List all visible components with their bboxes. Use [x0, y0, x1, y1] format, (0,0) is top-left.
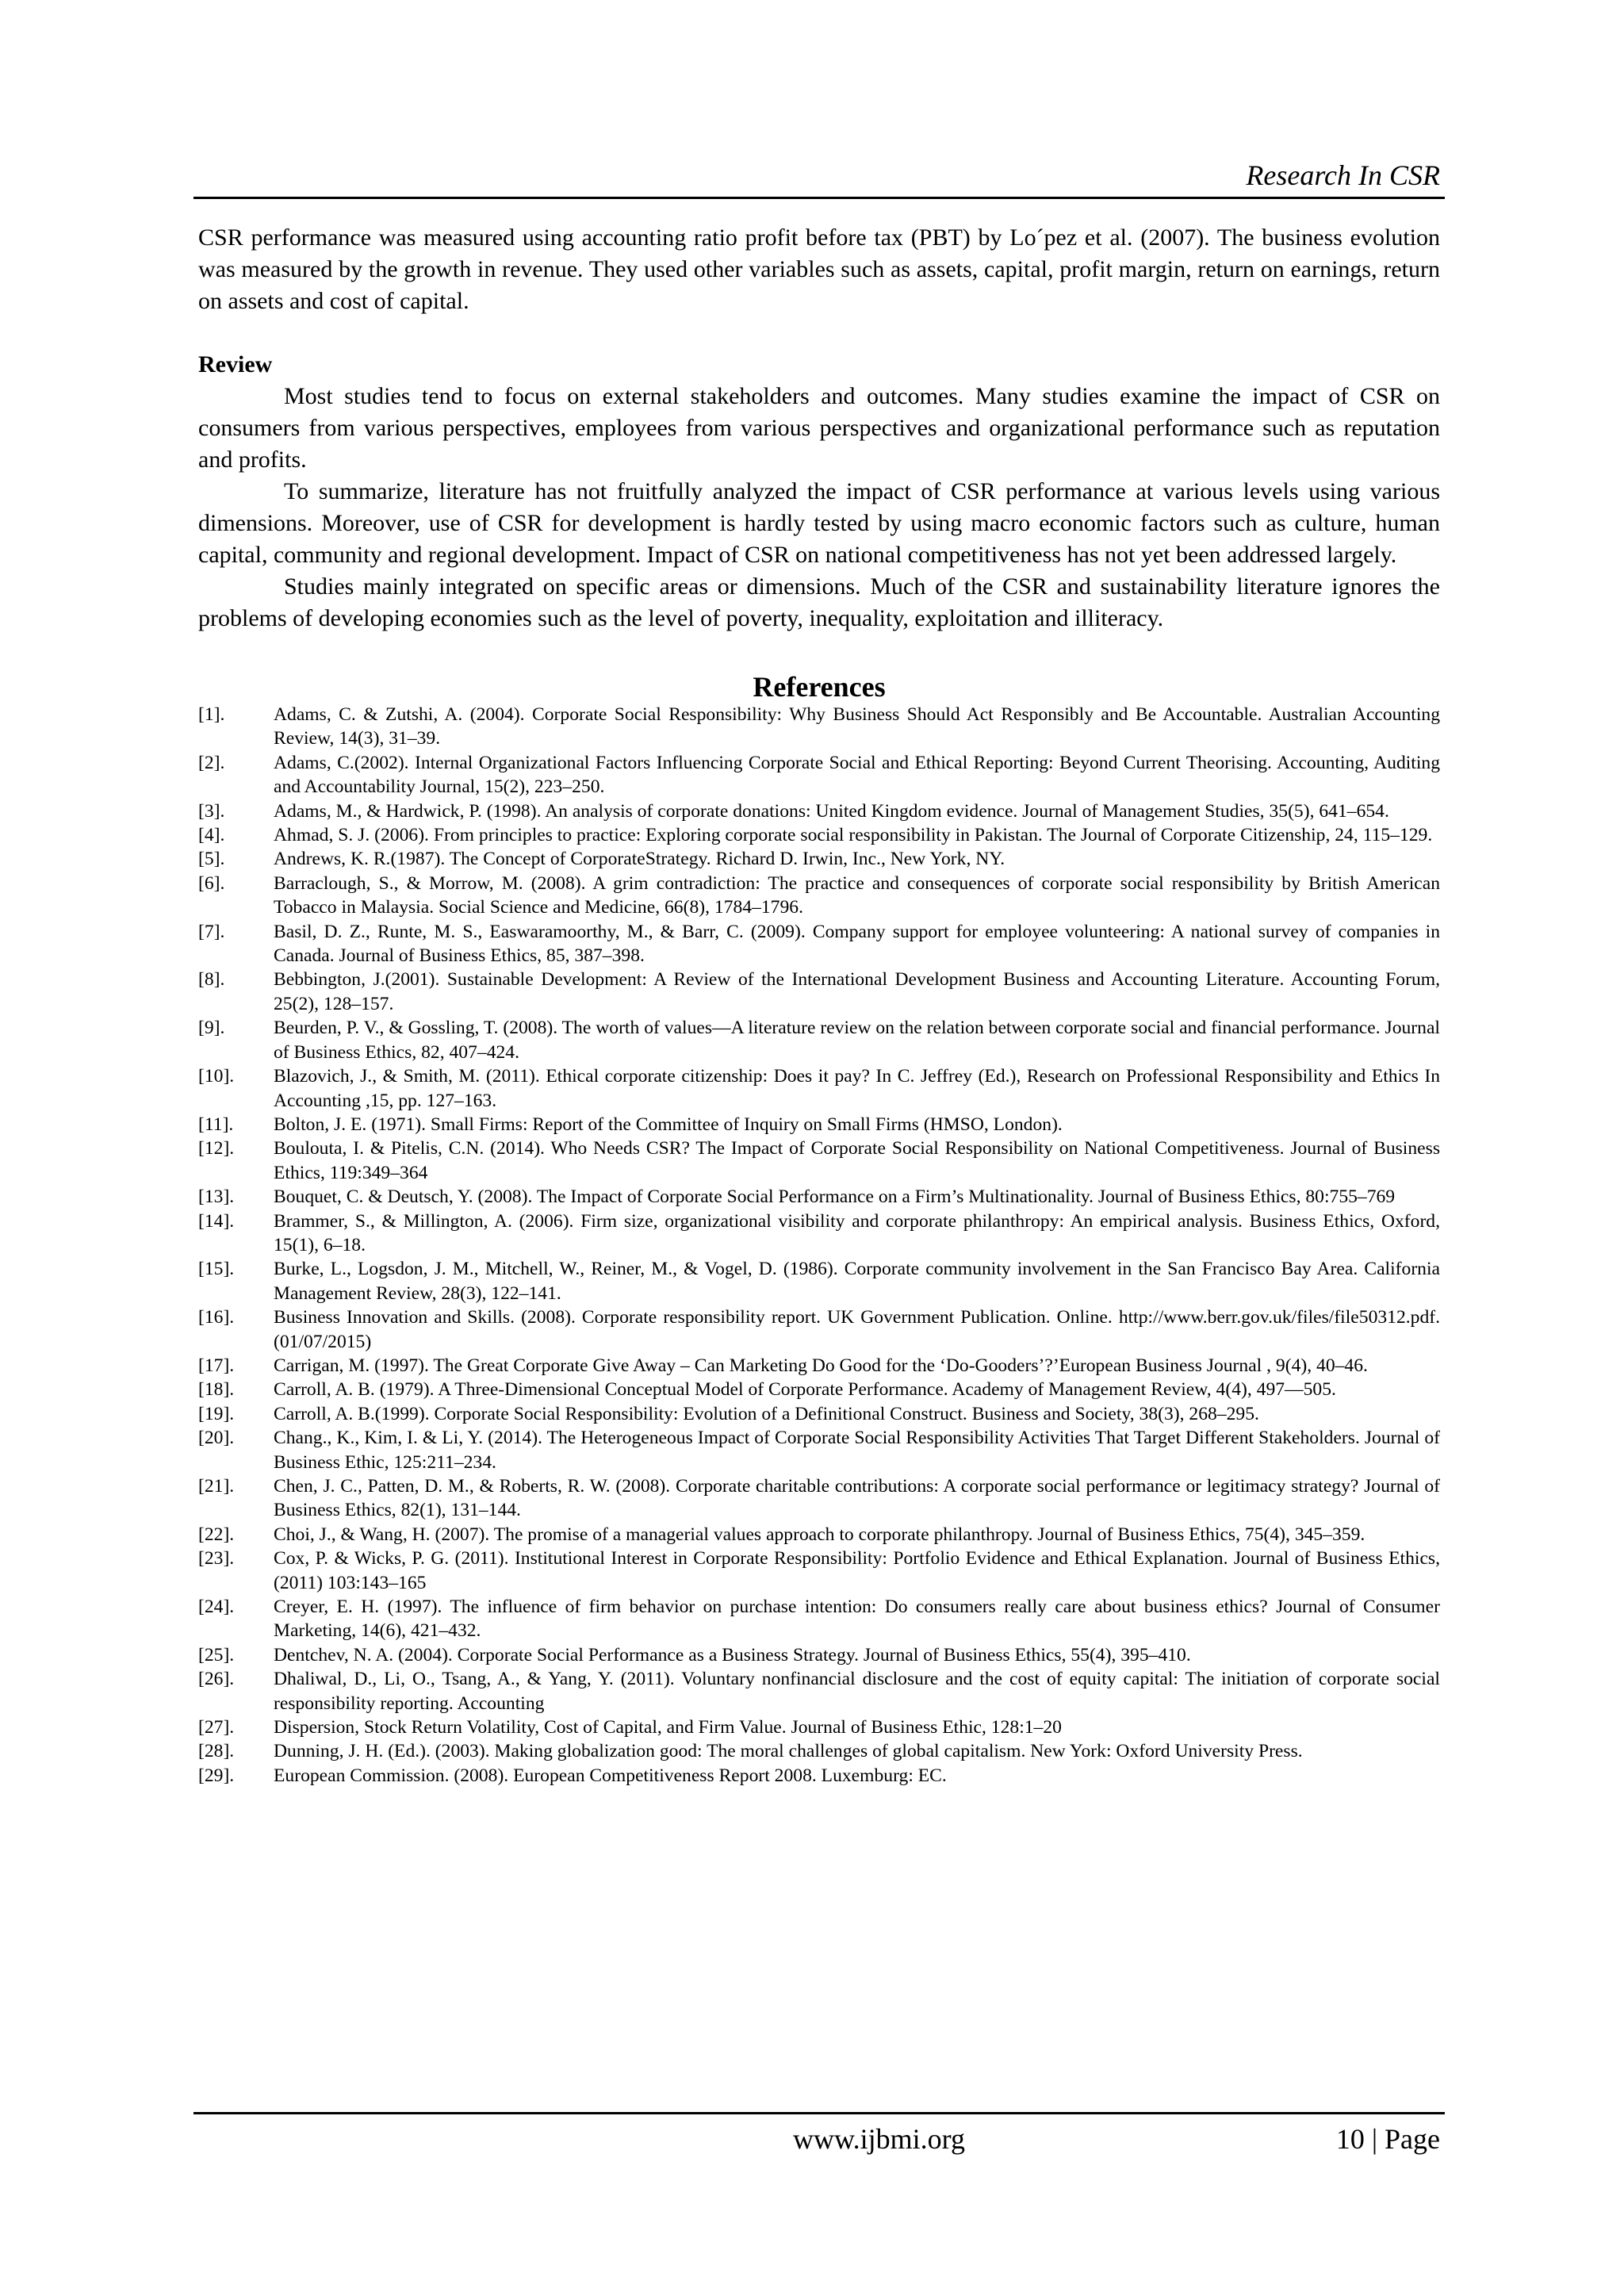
- reference-number: [7].: [198, 921, 225, 942]
- reference-number: [15].: [198, 1259, 235, 1280]
- reference-number: [17].: [198, 1355, 235, 1376]
- reference-item: [198, 1185, 1440, 1209]
- reference-text: Blazovich, J., & Smith, M. (2011). Ethical corporate citizenship: Does it pay? In C. Jeffrey (Ed.), Research on Professional Responsibility and Ethics In Accounting ,15, pp. 127–163.: [274, 1066, 1440, 1111]
- footer-divider: [193, 2112, 1445, 2114]
- reference-number: [19].: [198, 1403, 235, 1424]
- reference-text: Choi, J., & Wang, H. (2007). The promise of a managerial values approach to corporate philanthropy. Journal of Business Ethics, 75(4), 345–359.: [274, 1524, 1365, 1545]
- intro-paragraph: CSR performance was measured using accounting ratio profit before tax (PBT) by Lo´pez et al. (2007). The business evolution was measured by the growth in revenue. They used other variables such as assets, capital, profit margin, return on earnings, return on assets and cost of capital.: [198, 224, 1440, 314]
- reference-number: [21].: [198, 1476, 235, 1497]
- reference-number: [24].: [198, 1596, 235, 1618]
- reference-number: [16].: [198, 1307, 235, 1328]
- reference-text: Dhaliwal, D., Li, O., Tsang, A., & Yang, Y. (2011). Voluntary nonfinancial disclosure and the cost of equity capital: The initiation of corporate social responsibility reporting. Accounting: [274, 1669, 1440, 1714]
- reference-text: Beurden, P. V., & Gossling, T. (2008). The worth of values—A literature review on the relation between corporate social and financial performance. Journal of Business Ethics, 82, 407–424.: [274, 1018, 1440, 1063]
- reference-item: [198, 872, 1440, 920]
- reference-text: Boulouta, I. & Pitelis, C.N. (2014). Who Needs CSR? The Impact of Corporate Social Responsibility on National Competitiveness. Journal of Business Ethics, 119:349–364: [274, 1138, 1440, 1183]
- reference-number: [18].: [198, 1379, 235, 1401]
- header-divider: [193, 197, 1445, 199]
- reference-text: Carrigan, M. (1997). The Great Corporate Give Away – Can Marketing Do Good for the ‘Do-Gooders’?’European Business Journal , 9(4), 40–46.: [274, 1355, 1368, 1376]
- reference-item: [198, 703, 1440, 751]
- reference-text: Dispersion, Stock Return Volatility, Cost of Capital, and Firm Value. Journal of Business Ethic, 128:1–20: [274, 1717, 1062, 1738]
- reference-number: [27].: [198, 1717, 235, 1738]
- reference-item: [198, 799, 1440, 823]
- reference-text: Carroll, A. B. (1979). A Three-Dimensional Conceptual Model of Corporate Performance. Academy of Management Review, 4(4), 497—505.: [274, 1379, 1336, 1401]
- reference-item: [198, 1354, 1440, 1378]
- reference-text: Barraclough, S., & Morrow, M. (2008). A grim contradiction: The practice and consequences of corporate social responsibility by British American Tobacco in Malaysia. Social Science and Medicine, 66(8), 1784–1796.: [274, 872, 1440, 918]
- review-heading: Review: [198, 351, 273, 378]
- reference-item: [198, 847, 1440, 871]
- review-paragraph: Most studies tend to focus on external stakeholders and outcomes. Many studies examine the impact of CSR on consumers from various perspectives, employees from various perspectives and organizational performance such as reputation and profits.: [198, 383, 1440, 473]
- reference-item: [198, 1016, 1440, 1064]
- reference-number: [26].: [198, 1669, 235, 1690]
- reference-item: [198, 1137, 1440, 1185]
- reference-item: [198, 920, 1440, 968]
- reference-text: Creyer, E. H. (1997). The influence of firm behavior on purchase intention: Do consumers really care about business ethics? Journal of Consumer Marketing, 14(6), 421–432.: [274, 1596, 1440, 1642]
- reference-number: [14].: [198, 1210, 235, 1232]
- reference-text: Bebbington, J.(2001). Sustainable Development: A Review of the International Development Business and Accounting Literature. Accounting Forum, 25(2), 128–157.: [274, 969, 1440, 1014]
- reference-list: [198, 703, 1440, 1788]
- page-content: [198, 222, 1440, 1788]
- reference-item: [198, 1426, 1440, 1474]
- reference-text: Basil, D. Z., Runte, M. S., Easwaramoorthy, M., & Barr, C. (2009). Company support for employee volunteering: A national survey of companies in Canada. Journal of Business Ethics, 85, 387–398.: [274, 921, 1440, 967]
- reference-number: [4].: [198, 825, 225, 846]
- reference-item: [198, 968, 1440, 1016]
- reference-item: [198, 1739, 1440, 1763]
- reference-number: [13].: [198, 1186, 235, 1208]
- reference-number: [29].: [198, 1765, 235, 1786]
- review-paragraph: To summarize, literature has not fruitfully analyzed the impact of CSR performance at various levels using various dimensions. Moreover, use of CSR for development is hardly tested by using macro economic factors such as culture, human capital, community and regional development. Impact of CSR on national competitiveness has not yet been addressed largely.: [198, 478, 1440, 568]
- reference-text: Burke, L., Logsdon, J. M., Mitchell, W., Reiner, M., & Vogel, D. (1986). Corporate community involvement in the San Francisco Bay Area. California Management Review, 28(3), 122–141.: [274, 1259, 1440, 1304]
- reference-number: [23].: [198, 1548, 235, 1570]
- reference-text: Chen, J. C., Patten, D. M., & Roberts, R. W. (2008). Corporate charitable contributions: A corporate social performance or legitimacy strategy? Journal of Business Ethics, 82(1), 131–144.: [274, 1476, 1440, 1521]
- reference-text: Dentchev, N. A. (2004). Corporate Social Performance as a Business Strategy. Journal of Business Ethics, 55(4), 395–410.: [274, 1644, 1191, 1665]
- reference-number: [6].: [198, 872, 225, 894]
- reference-text: Adams, C.(2002). Internal Organizational Factors Influencing Corporate Social and Ethical Reporting: Beyond Current Theorising. Accounting, Auditing and Accountability Journal, 15(2), 223–250.: [274, 752, 1440, 798]
- reference-number: [3].: [198, 800, 225, 822]
- reference-text: European Commission. (2008). European Competitiveness Report 2008. Luxemburg: EC.: [274, 1765, 947, 1786]
- reference-item: [198, 1643, 1440, 1667]
- reference-number: [11].: [198, 1114, 234, 1135]
- reference-item: [198, 1378, 1440, 1401]
- reference-item: [198, 1764, 1440, 1788]
- reference-item: [198, 1064, 1440, 1113]
- reference-number: [20].: [198, 1428, 235, 1449]
- reference-number: [12].: [198, 1138, 235, 1159]
- reference-text: Ahmad, S. J. (2006). From principles to practice: Exploring corporate social responsibility in Pakistan. The Journal of Corporate Citizenship, 24, 115–129.: [274, 825, 1433, 846]
- reference-item: [198, 1305, 1440, 1354]
- reference-number: [28].: [198, 1741, 235, 1762]
- reference-item: [198, 1547, 1440, 1595]
- reference-item: [198, 1209, 1440, 1258]
- reference-text: Bouquet, C. & Deutsch, Y. (2008). The Impact of Corporate Social Performance on a Firm’s Multinationality. Journal of Business Ethics, 80:755–769: [274, 1186, 1396, 1208]
- page-number: 10 | Page: [1335, 2123, 1440, 2155]
- reference-item: [198, 823, 1440, 847]
- reference-number: [1].: [198, 704, 225, 725]
- references-heading: References: [753, 671, 886, 703]
- reference-item: [198, 1402, 1440, 1426]
- reference-item: [198, 1595, 1440, 1643]
- reference-text: Andrews, K. R.(1987). The Concept of CorporateStrategy. Richard D. Irwin, Inc., New York, NY.: [274, 849, 1005, 870]
- reference-item: [198, 1667, 1440, 1715]
- running-header: Research In CSR: [1246, 159, 1440, 191]
- reference-number: [9].: [198, 1018, 225, 1039]
- reference-text: Brammer, S., & Millington, A. (2006). Firm size, organizational visibility and corporate philanthropy: An empirical analysis. Business Ethics, Oxford, 15(1), 6–18.: [274, 1210, 1440, 1255]
- reference-text: Carroll, A. B.(1999). Corporate Social Responsibility: Evolution of a Definitional Construct. Business and Society, 38(3), 268–295.: [274, 1403, 1259, 1424]
- reference-item: [198, 1257, 1440, 1305]
- reference-item: [198, 1523, 1440, 1547]
- reference-item: [198, 751, 1440, 799]
- reference-text: Adams, C. & Zutshi, A. (2004). Corporate Social Responsibility: Why Business Should Act Responsibly and Be Accountable. Australian Accounting Review, 14(3), 31–39.: [274, 704, 1440, 749]
- reference-text: Bolton, J. E. (1971). Small Firms: Report of the Committee of Inquiry on Small Firms (HMSO, London).: [274, 1114, 1063, 1135]
- reference-text: Business Innovation and Skills. (2008). Corporate responsibility report. UK Government Publication. Online. http://www.berr.gov.uk/files/file50312.pdf. (01/07/2015): [274, 1307, 1440, 1352]
- reference-number: [25].: [198, 1644, 235, 1665]
- reference-item: [198, 1715, 1440, 1739]
- reference-text: Adams, M., & Hardwick, P. (1998). An analysis of corporate donations: United Kingdom evidence. Journal of Management Studies, 35(5), 641–654.: [274, 800, 1389, 822]
- reference-text: Chang., K., Kim, I. & Li, Y. (2014). The Heterogeneous Impact of Corporate Social Responsibility Activities That Target Different Stakeholders. Journal of Business Ethic, 125:211–234.: [274, 1428, 1440, 1473]
- reference-number: [10].: [198, 1066, 235, 1087]
- reference-number: [5].: [198, 849, 225, 870]
- reference-item: [198, 1113, 1440, 1137]
- review-paragraph: Studies mainly integrated on specific areas or dimensions. Much of the CSR and sustainability literature ignores the problems of developing economies such as the level of poverty, inequality, exploitation and illiteracy.: [198, 573, 1440, 631]
- reference-number: [22].: [198, 1524, 235, 1545]
- reference-text: Cox, P. & Wicks, P. G. (2011). Institutional Interest in Corporate Responsibility: Portfolio Evidence and Ethical Explanation. Journal of Business Ethics, (2011) 103:143–165: [274, 1548, 1440, 1593]
- reference-number: [2].: [198, 752, 225, 773]
- reference-text: Dunning, J. H. (Ed.). (2003). Making globalization good: The moral challenges of global capitalism. New York: Oxford University Press.: [274, 1741, 1303, 1762]
- reference-item: [198, 1474, 1440, 1523]
- reference-number: [8].: [198, 969, 225, 991]
- footer-url: www.ijbmi.org: [793, 2123, 966, 2155]
